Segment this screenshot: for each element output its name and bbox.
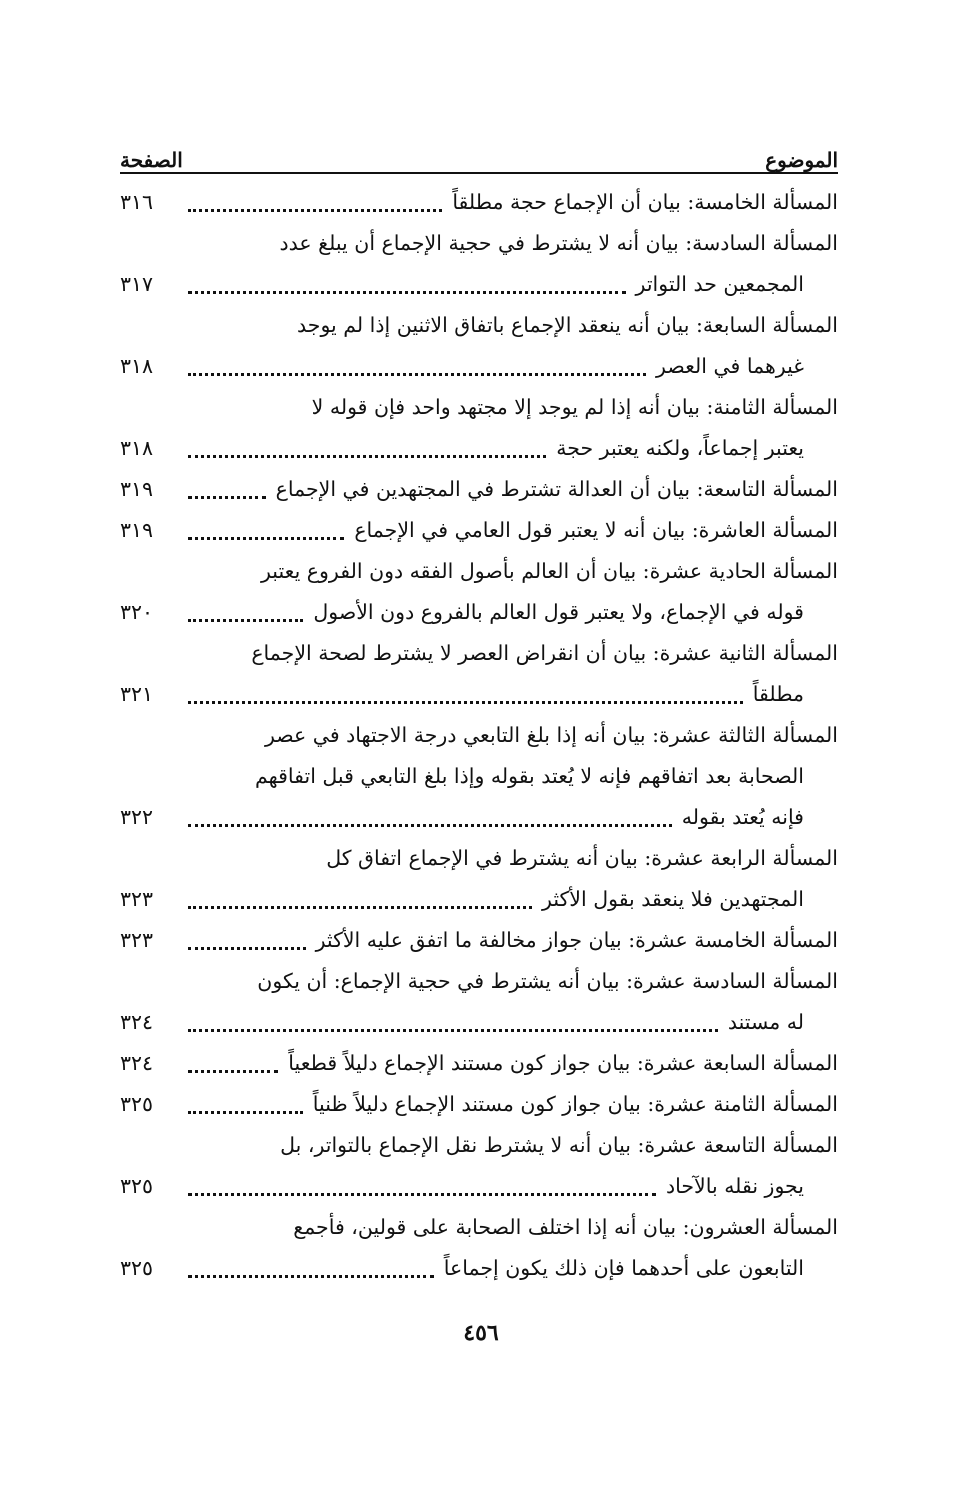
toc-entry: [120, 387, 838, 469]
leader-dots: [188, 947, 306, 950]
toc-entry-line: [120, 469, 838, 510]
leader-dots: [188, 291, 626, 294]
leader-dots: [188, 701, 743, 704]
toc-entry-title: المجتهدين فلا ينعقد بقول الأكثر: [542, 887, 804, 911]
toc-entry-line: [120, 1002, 838, 1043]
leader-dots: [188, 537, 344, 540]
toc-entry-title: المسألة الخامسة: بيان أن الإجماع حجة مطلقاً: [452, 190, 838, 214]
toc-entry-line: [120, 1084, 838, 1125]
toc-entry-line: [120, 1207, 838, 1248]
toc-page-number: ٣١٨: [120, 354, 154, 378]
toc-page-number: ٣١٦: [120, 190, 154, 214]
toc-entry-line: [120, 1166, 838, 1207]
toc-entry-title: المجمعين حد التواتر: [635, 272, 804, 296]
toc-entry-line: [120, 387, 838, 428]
toc-entry-title: له مستند: [727, 1010, 804, 1034]
toc-page-number: ٣٢٤: [120, 1051, 154, 1075]
toc-page-number: ٣٢٥: [120, 1256, 154, 1280]
toc-entry-title: فإنه يُعتد بقوله: [681, 805, 804, 829]
toc-entry: [120, 1125, 838, 1207]
toc-entry-title: المسألة السابعة عشرة: بيان جواز كون مستند الإجماع دليلاً قطعياً: [288, 1051, 838, 1075]
toc-entry-line: [120, 346, 838, 387]
topic-column-label: الموضوع: [765, 148, 838, 172]
toc-entry: [120, 182, 838, 223]
toc-entry: [120, 961, 838, 1043]
page-column-label: الصفحة: [120, 148, 183, 172]
toc-page-number: ٣٢٢: [120, 805, 154, 829]
toc-page-number: ٣١٧: [120, 272, 154, 296]
toc-entry-title: المسألة التاسعة عشرة: بيان أنه لا يشترط نقل الإجماع بالتواتر، بل: [280, 1133, 838, 1157]
toc-entry-line: [120, 1248, 838, 1289]
toc-page-number: ٣١٨: [120, 436, 154, 460]
toc-entry: [120, 1084, 838, 1125]
toc-entry-line: [120, 1125, 838, 1166]
toc-entry-title: المسألة العشرون: بيان أنه إذا اختلف الصحابة على قولين، فأجمع: [293, 1215, 838, 1239]
toc-entry-title: غيرهما في العصر: [656, 354, 804, 378]
toc-entry: [120, 551, 838, 633]
toc-entry-line: [120, 756, 838, 797]
toc-page-number: ٣٢١: [120, 682, 154, 706]
toc-entry-line: [120, 879, 838, 920]
toc-entry: [120, 510, 838, 551]
toc-entry-title: المسألة الحادية عشرة: بيان أن العالم بأصول الفقه دون الفروع يعتبر: [261, 559, 838, 583]
leader-dots: [188, 1275, 434, 1278]
leader-dots: [188, 619, 303, 622]
toc-page-number: ٣٢٤: [120, 1010, 154, 1034]
leader-dots: [188, 373, 646, 376]
toc-page-number: ٣١٩: [120, 518, 154, 542]
toc-entry-title: الصحابة بعد اتفاقهم فإنه لا يُعتد بقوله وإذا بلغ التابعي قبل اتفاقهم: [254, 764, 804, 788]
leader-dots: [188, 824, 672, 827]
toc-entry-title: المسألة الثالثة عشرة: بيان أنه إذا بلغ التابعي درجة الاجتهاد في عصر: [264, 723, 838, 747]
page-number: ٤٥٦: [463, 1320, 499, 1346]
toc-entry-line: [120, 633, 838, 674]
toc-entry-line: [120, 182, 838, 223]
toc-entry-title: المسألة السادسة: بيان أنه لا يشترط في حجية الإجماع أن يبلغ عدد: [279, 231, 838, 255]
toc-entry: [120, 1207, 838, 1289]
toc-entry-line: [120, 305, 838, 346]
toc-page: [120, 130, 838, 1289]
toc-entry-title: المسألة العاشرة: بيان أنه لا يعتبر قول العامي في الإجماع: [354, 518, 838, 542]
toc-entry-line: [120, 592, 838, 633]
toc-entry: [120, 1043, 838, 1084]
toc-entry-line: [120, 1043, 838, 1084]
toc-entry-title: المسألة الخامسة عشرة: بيان جواز مخالفة ما اتفق عليه الأكثر: [315, 928, 838, 952]
toc-page-number: ٣١٩: [120, 477, 154, 501]
toc-entry-line: [120, 797, 838, 838]
leader-dots: [188, 1111, 303, 1114]
leader-dots: [188, 906, 532, 909]
toc-entry: [120, 920, 838, 961]
toc-entry-line: [120, 510, 838, 551]
leader-dots: [188, 209, 442, 212]
toc-entry-title: المسألة التاسعة: بيان أن العدالة تشترط في المجتهدين في الإجماع: [275, 477, 838, 501]
leader-dots: [188, 1070, 278, 1073]
toc-entry-title: يعتبر إجماعاً، ولكنه يعتبر حجة: [556, 436, 804, 460]
toc-entry-title: التابعون على أحدهما فإن ذلك يكون إجماعاً: [443, 1256, 804, 1280]
leader-dots: [188, 496, 266, 499]
toc-entry-line: [120, 674, 838, 715]
toc-entry-line: [120, 920, 838, 961]
toc-entry-line: [120, 715, 838, 756]
toc-header: [120, 130, 838, 174]
toc-entry-title: المسألة الرابعة عشرة: بيان أنه يشترط في الإجماع اتفاق كل: [326, 846, 838, 870]
toc-page-number: ٣٢٠: [120, 600, 154, 624]
toc-entry-title: قوله في الإجماع، ولا يعتبر قول العالم بالفروع دون الأصول: [313, 600, 804, 624]
toc-entry-title: يجوز نقله بالآحاد: [665, 1174, 804, 1198]
toc-entry: [120, 305, 838, 387]
leader-dots: [188, 1193, 656, 1196]
toc-entry: [120, 223, 838, 305]
toc-list: [120, 182, 838, 1289]
toc-entry-title: المسألة السادسة عشرة: بيان أنه يشترط في حجية الإجماع: أن يكون: [257, 969, 838, 993]
toc-entry: [120, 633, 838, 715]
toc-page-number: ٣٢٣: [120, 928, 154, 952]
toc-entry-line: [120, 961, 838, 1002]
toc-entry-title: المسألة الثامنة عشرة: بيان جواز كون مستند الإجماع دليلاً ظنياً: [312, 1092, 838, 1116]
toc-entry-title: المسألة السابعة: بيان أنه ينعقد الإجماع باتفاق الاثنين إذا لم يوجد: [297, 313, 838, 337]
toc-entry: [120, 715, 838, 838]
toc-entry-title: مطلقاً: [752, 682, 804, 706]
toc-page-number: ٣٢٥: [120, 1092, 154, 1116]
toc-page-number: ٣٢٥: [120, 1174, 154, 1198]
leader-dots: [188, 1029, 718, 1032]
toc-entry-line: [120, 551, 838, 592]
toc-entry-title: المسألة الثانية عشرة: بيان أن انقراض العصر لا يشترط لصحة الإجماع: [251, 641, 838, 665]
toc-entry-title: المسألة الثامنة: بيان أنه إذا لم يوجد إلا مجتهد واحد فإن قوله لا: [311, 395, 838, 419]
toc-entry-line: [120, 264, 838, 305]
toc-entry: [120, 469, 838, 510]
toc-page-number: ٣٢٣: [120, 887, 154, 911]
toc-entry-line: [120, 838, 838, 879]
toc-entry: [120, 838, 838, 920]
toc-entry-line: [120, 428, 838, 469]
leader-dots: [188, 455, 546, 458]
toc-entry-line: [120, 223, 838, 264]
